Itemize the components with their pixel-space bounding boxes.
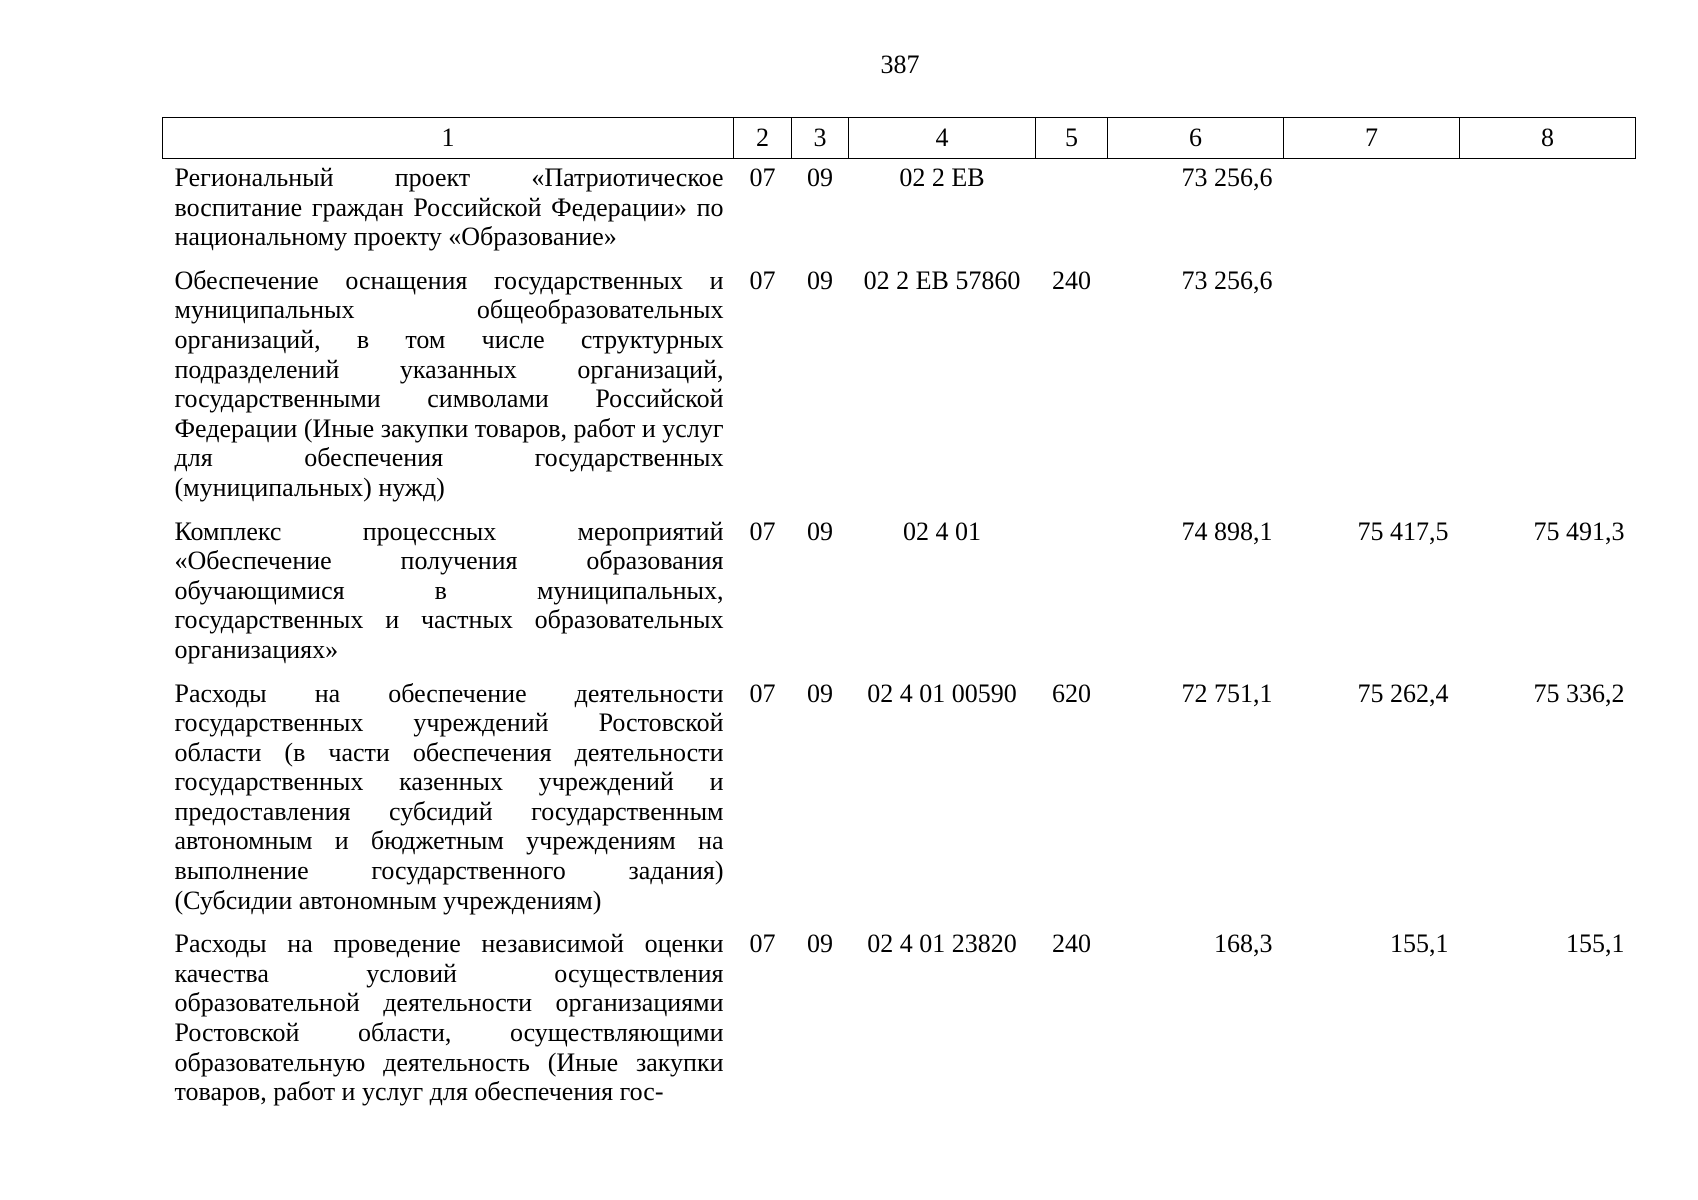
row-amount-2 bbox=[1284, 262, 1460, 513]
column-header: 4 bbox=[849, 118, 1036, 159]
column-header: 7 bbox=[1284, 118, 1460, 159]
row-expense-type: 240 bbox=[1052, 929, 1091, 959]
column-header: 3 bbox=[792, 118, 849, 159]
row-target-article: 02 2 EB 57860 bbox=[863, 265, 1021, 295]
column-header: 1 bbox=[163, 118, 734, 159]
row-name: Обеспечение оснащения государственных и муниципальных общеобразовательных организаций, в том числе структурных подразделений указанных организаций, государственными символами Российской Федерации (Иные закупки товаров, работ и услуг для обеспечения государственных (муниципальных) нужд) bbox=[174, 265, 724, 502]
row-expense-type: 620 bbox=[1052, 678, 1091, 708]
row-section: 07 bbox=[749, 929, 776, 959]
row-target-article: 02 4 01 bbox=[903, 516, 981, 546]
row-target-article: 02 2 EB bbox=[899, 163, 985, 192]
row-amount-1: 72 751,1 bbox=[1181, 678, 1273, 708]
column-header: 8 bbox=[1460, 118, 1636, 159]
table-row bbox=[163, 262, 1636, 513]
row-subsection: 09 bbox=[807, 265, 833, 295]
row-amount-3: 75 336,2 bbox=[1533, 678, 1625, 708]
row-amount-1: 73 256,6 bbox=[1181, 265, 1273, 295]
table-row bbox=[163, 925, 1636, 1117]
row-amount-3 bbox=[1460, 262, 1636, 513]
row-section: 07 bbox=[749, 516, 776, 546]
row-amount-1: 168,3 bbox=[1214, 929, 1273, 959]
row-subsection: 09 bbox=[807, 678, 833, 708]
row-section: 07 bbox=[749, 163, 776, 192]
page-number: 387 bbox=[880, 50, 920, 79]
row-expense-type bbox=[1036, 159, 1108, 262]
row-amount-1: 74 898,1 bbox=[1181, 516, 1273, 546]
row-section: 07 bbox=[749, 678, 776, 708]
row-amount-3: 155,1 bbox=[1566, 929, 1625, 959]
row-subsection: 09 bbox=[807, 929, 833, 959]
row-name: Расходы на проведение независимой оценки качества условий осуществления образовательной деятельности организациями Ростовской области, осуществляющими образовательную деятельность (Иные закупки товаров, работ и услуг для обеспечения гос- bbox=[174, 929, 724, 1107]
budget-table bbox=[162, 117, 1636, 1117]
row-amount-2: 155,1 bbox=[1390, 929, 1449, 959]
table-row bbox=[163, 513, 1636, 675]
row-subsection: 09 bbox=[807, 516, 833, 546]
row-amount-2: 75 417,5 bbox=[1357, 516, 1449, 546]
row-amount-3: 75 491,3 bbox=[1533, 516, 1625, 546]
row-amount-1: 73 256,6 bbox=[1181, 163, 1273, 192]
row-name: Комплекс процессных мероприятий «Обеспечение получения образования обучающимися в муниципальных, государственных и частных образовательных организациях» bbox=[174, 516, 724, 664]
row-amount-3 bbox=[1460, 159, 1636, 262]
row-target-article: 02 4 01 00590 bbox=[867, 678, 1017, 708]
column-header: 2 bbox=[734, 118, 792, 159]
column-header: 6 bbox=[1108, 118, 1284, 159]
row-amount-2: 75 262,4 bbox=[1357, 678, 1449, 708]
row-expense-type: 240 bbox=[1052, 265, 1091, 295]
row-name: Расходы на обеспечение деятельности государственных учреждений Ростовской области (в части обеспечения деятельности государственных казенных учреждений и предоставления субсидий государственным автономным и бюджетным учреждениям на выполнение государственного задания) (Субсидии автономным учреждениям) bbox=[174, 678, 724, 915]
row-section: 07 bbox=[749, 265, 776, 295]
row-subsection: 09 bbox=[807, 163, 833, 192]
row-name: Региональный проект «Патриотическое воспитание граждан Российской Федерации» по национальному проекту «Образование» bbox=[174, 163, 724, 252]
row-amount-2 bbox=[1284, 159, 1460, 262]
table-row bbox=[163, 159, 1636, 262]
row-expense-type bbox=[1036, 513, 1108, 675]
header-row bbox=[163, 118, 1636, 159]
row-target-article: 02 4 01 23820 bbox=[867, 929, 1017, 959]
column-header: 5 bbox=[1036, 118, 1108, 159]
table-row bbox=[163, 675, 1636, 926]
